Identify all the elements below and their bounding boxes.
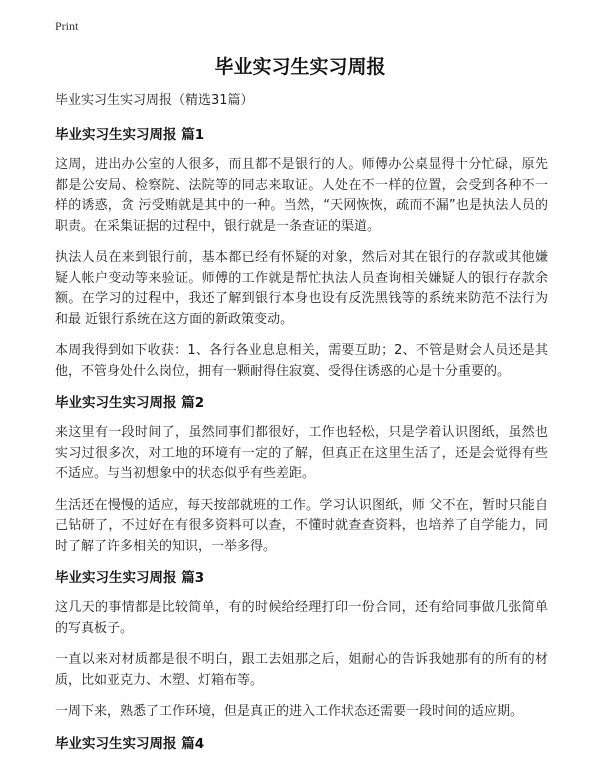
section-heading: 毕业实习生实习周报 篇3 (55, 570, 205, 586)
paragraph: 一周下来，熟悉了工作环境，但是真正的进入工作状态还需要一段时间的适应期。 (55, 704, 524, 719)
paragraph: 这几天的事情都是比较简单，有的时候给经理打印一份合同，还有给同事做几张简单的写真板子。 (55, 600, 548, 636)
print-link[interactable]: Print (55, 19, 79, 33)
paragraph: 这周，进出办公室的人很多，而且都不是银行的人。师傅办公桌显得十分忙碌，原先都是公安局、检察院、法院等的同志来取证。人处在不一样的位置，会受到各种不一样的诱惑，贪 污受贿就是其中的一种。当然，“天网恢恢，疏而不漏”也是执法人员的职责。在采集证据的过程中，银行就是一条查证的渠道。 (55, 157, 548, 234)
paragraph: 生活还在慢慢的适应，每天按部就班的工作。学习认识图纸，师 父不在，暂时只能自己钻研了，不过好在有很多资料可以查，不懂时就查查资料，也培养了自学能力，同时了解了许多相关的知识，一举多得。 (55, 497, 548, 554)
section-1 (55, 125, 548, 382)
section-heading: 毕业实习生实习周报 篇2 (55, 395, 205, 411)
section-heading: 毕业实习生实习周报 篇1 (55, 127, 205, 143)
paragraph: 来这里有一段时间了，虽然同事们都很好，工作也轻松，只是学着认识图纸，虽然也实习过很多次，对工地的环境有一定的了解，但真正在这里生活了，还是会觉得有些不适应。与当初想象中的状态似乎有些差距。 (55, 425, 548, 481)
paragraph: 一直以来对材质都是很不明白，跟工去姐那之后，姐耐心的告诉我她那有的所有的材质，比如亚克力、木塑、灯箱布等。 (55, 652, 548, 688)
paragraph: 本周我得到如下收获：1、各行各业息息相关，需要互助；2、不管是财会人员还是其他，不管身处什么岗位，拥有一颗耐得住寂寞、受得住诱惑的心是十分重要的。 (55, 343, 548, 379)
section-2 (55, 393, 548, 557)
document-body (55, 91, 548, 764)
document-subtitle: 毕业实习生实习周报（精选31篇） (55, 93, 254, 108)
section-4 (55, 734, 548, 754)
paragraph: 执法人员在来到银行前，基本都已经有怀疑的对象，然后对其在银行的存款或其他嫌疑人帐户变动等来验证。师傅的工作就是帮忙执法人员查询相关嫌疑人的银行存款余额。在学习的过程中，我还了解到银行本身也设有反洗黑钱等的系统来防范不法行为和最 近银行系统在这方面的新政策变动。 (55, 250, 548, 327)
section-3 (55, 568, 548, 723)
page-title: 毕业实习生实习周报 (214, 56, 386, 78)
section-heading: 毕业实习生实习周报 篇4 (55, 735, 205, 752)
